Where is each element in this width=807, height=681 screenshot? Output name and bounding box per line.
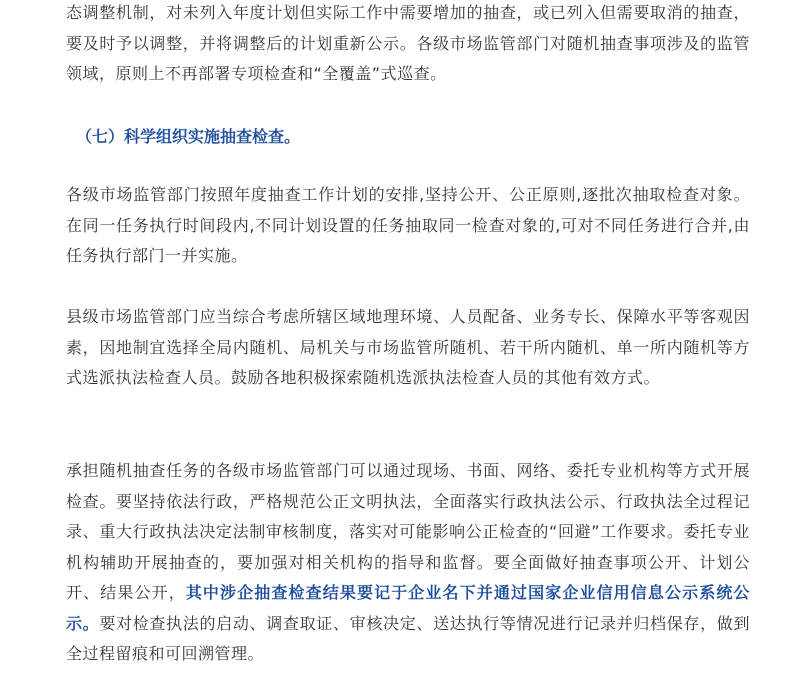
paragraph-4-text-start: 承担随机抽查任务的各级市场监管部门可以通过现场、书面、网络、委托专业机构等方式开展检查。要坚持依法行政，严格规范公正文明执法，全面落实行政执法公示、行政执法全过程记录、重大行政执法决定法制审核制度，落实对可能影响公正检查的“回避”工作要求。委托专业机构辅助开展抽查的，要加强对相关机构的指导和监督。要全面做好抽查事项公开、计划公开、结果公开， — [66, 461, 750, 602]
article-body — [66, 0, 750, 663]
paragraph-4-text-end: 要对检查执法的启动、调查取证、审核决定、送达执行等情况进行记录并归档保存，做到全过程留痕和可回溯管理。 — [66, 613, 750, 663]
paragraph-4-highlight: 其中涉企抽查检查结果要记于企业名下并通过国家企业信用信息公示系统公示。 — [66, 583, 750, 633]
paragraph-1: 态调整机制，对未列入年度计划但实际工作中需要增加的抽查，或已列入但需要取消的抽查，要及时予以调整，并将调整后的计划重新公示。各级市场监管部门对随机抽查事项涉及的监管领域，原则上不再部署专项检查和“全覆盖”式巡查。 — [66, 3, 750, 83]
paragraph-4 — [66, 456, 750, 670]
section-heading: （七）科学组织实施抽查检查。 — [76, 127, 301, 146]
paragraph-3: 县级市场监管部门应当综合考虑所辖区域地理环境、人员配备、业务专长、保障水平等客观因素，因地制宜选择全局内随机、局机关与市场监管所随机、若干所内随机、单一所内随机等方式选派执法检查人员。鼓励各地积极探索随机选派执法检查人员的其他有效方式。 — [66, 307, 750, 387]
paragraph-2: 各级市场监管部门按照年度抽查工作计划的安排,坚持公开、公正原则,逐批次抽取检查对象。在同一任务执行时间段内,不同计划设置的任务抽取同一检查对象的,可对不同任务进行合并,由任务执行部门一并实施。 — [66, 185, 750, 265]
